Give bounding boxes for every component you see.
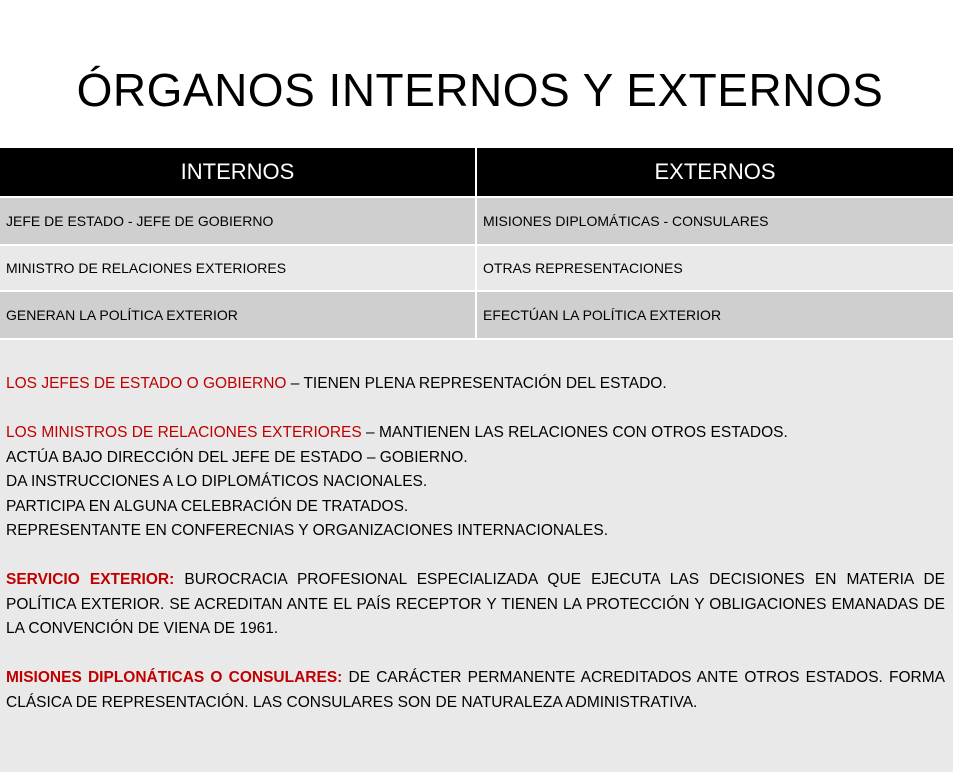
note-jefes-label: LOS JEFES DE ESTADO O GOBIERNO (6, 375, 287, 392)
note-servicio (6, 568, 945, 642)
note-ministros-line: REPRESENTANTE EN CONFERECNIAS Y ORGANIZACIONES INTERNACIONALES. (6, 522, 609, 539)
note-ministros-line: ACTÚA BAJO DIRECCIÓN DEL JEFE DE ESTADO – GOBIERNO. (6, 448, 468, 466)
table-cell: EFECTÚAN LA POLÍTICA EXTERIOR (476, 291, 953, 339)
table-cell: OTRAS REPRESENTACIONES (476, 245, 953, 291)
notes-cell (0, 339, 953, 772)
note-ministros-text: – MANTIENEN LAS RELACIONES CON OTROS ESTADOS. (361, 424, 788, 441)
organs-table (0, 148, 953, 772)
table-cell: JEFE DE ESTADO - JEFE DE GOBIERNO (0, 197, 476, 245)
note-misiones-label: MISIONES DIPLONÁTICAS O CONSULARES: (6, 669, 343, 686)
note-misiones-text: DE CARÁCTER PERMANENTE ACREDITADOS ANTE OTROS ESTADOS. FORMA CLÁSICA DE REPRESENTACIÓN. LAS CONSULARES SON DE NATURALEZA ADMINISTRATIVA. (6, 669, 945, 711)
note-servicio-text: BUROCRACIA PROFESIONAL ESPECIALIZADA QUE EJECUTA LAS DECISIONES EN MATERIA DE POLÍTICA EXTERIOR. SE ACREDITAN ANTE EL PAÍS RECEPTOR Y TIENEN LA PROTECCIÓN Y OBLIGACIONES EMANADAS DE LA CONVENCIÓN DE VIENA DE 1961. (6, 571, 945, 637)
table-header-row (0, 148, 953, 197)
header-internos: INTERNOS (0, 148, 476, 197)
table-cell: MISIONES DIPLOMÁTICAS - CONSULARES (476, 197, 953, 245)
table-row (0, 197, 953, 245)
note-jefes (6, 372, 945, 397)
note-ministros-line: PARTICIPA EN ALGUNA CELEBRACIÓN DE TRATADOS. (6, 497, 409, 515)
table-row (0, 291, 953, 339)
note-ministros-label: LOS MINISTROS DE RELACIONES EXTERIORES (6, 424, 362, 441)
header-externos: EXTERNOS (476, 148, 953, 197)
table-row (0, 245, 953, 291)
notes-row (0, 339, 953, 772)
note-servicio-label: SERVICIO EXTERIOR: (6, 571, 175, 588)
note-misiones (6, 666, 945, 715)
note-ministros-line: DA INSTRUCCIONES A LO DIPLOMÁTICOS NACIONALES. (6, 473, 428, 490)
table-cell: GENERAN LA POLÍTICA EXTERIOR (0, 291, 476, 339)
note-ministros (6, 421, 945, 446)
table-cell: MINISTRO DE RELACIONES EXTERIORES (0, 245, 476, 291)
note-jefes-text: – TIENEN PLENA REPRESENTACIÓN DEL ESTADO. (286, 375, 667, 392)
slide-title: ÓRGANOS INTERNOS Y EXTERNOS (76, 64, 884, 116)
